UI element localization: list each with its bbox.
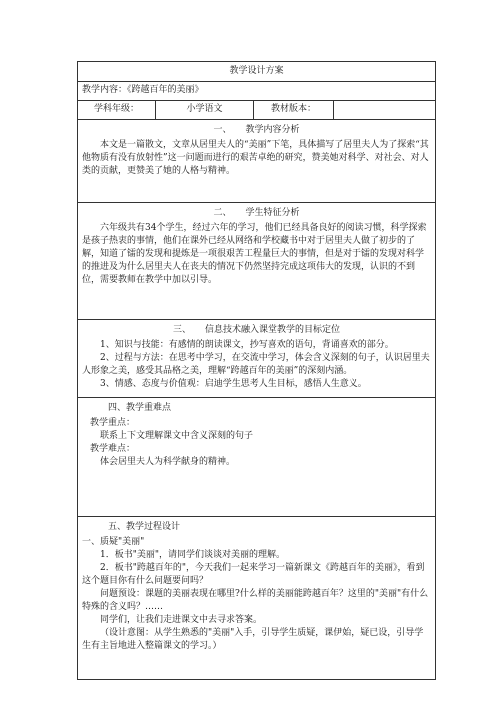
section-heading: 五、教学过程设计 <box>108 522 181 532</box>
process-paragraph: 1．板书"美丽"，请同学们谈谈对美丽的理解。 <box>100 550 286 560</box>
objective-item: 1、知识与技能：有感情的朗读课文，抄写喜欢的语句，背诵喜欢的部分。 <box>100 340 394 350</box>
section-heading: 四、教学重难点 <box>108 403 172 413</box>
edition-value <box>334 101 436 120</box>
process-paragraph: 2．板书"跨越百年的"，今天我们一起来学习一篇新课文《跨越百年的美丽》，看到这个题目你有什么问题要问吗？ <box>82 563 425 586</box>
process-paragraph: 同学们，让我们走进课文中去寻求答案。 <box>100 615 263 625</box>
content-value: 《跨越百年的美丽》 <box>127 85 204 95</box>
subject-value: 小学语文 <box>156 101 254 120</box>
section-student-analysis <box>78 203 436 320</box>
process-subheading: 一、质疑"美丽" <box>82 537 145 547</box>
lesson-plan-table <box>77 61 436 680</box>
section-body: 本文是一篇散文，文章从居里夫人的“美丽”下笔，具体描写了居里夫人为了探索“其他物质有没有放射性”这一问题而进行的艰苦卓绝的研究，赞美她对科学、对社会、对人类的贡献，更赞美了她的人格与精神。 <box>82 140 429 176</box>
difficulty-label: 教学难点： <box>90 444 136 454</box>
subject-label: 学科年级： <box>78 101 156 120</box>
section-process <box>78 517 436 680</box>
section-heading: 二、 学生特征分析 <box>213 208 300 218</box>
section-objectives <box>78 320 436 398</box>
difficulty-text: 体会居里夫人为科学献身的精神。 <box>100 457 236 467</box>
key-point-text: 联系上下文理解课文中含义深刻的句子 <box>100 431 254 441</box>
document-title: 教学设计方案 <box>78 62 436 82</box>
edition-label: 教材版本： <box>254 101 334 120</box>
key-point-label: 教学重点： <box>90 418 136 428</box>
section-body: 六年级共有34个学生，经过六年的学习，他们已经具备良好的阅读习惯，科学探索是孩子热衷的事情，他们在课外已经从网络和学校藏书中对于居里夫人做了初步的了解，知道了镭的发现和提炼是一项很艰苦工程量巨大的事情，但是对于镭的发现对科学的推进及为什么居里夫人在丧夫的情况下仍然坚持完成这项伟大的发现，认识的不到位，需要教师在教学中加以引导。 <box>82 223 427 285</box>
objective-item: 3、情感、态度与价值观：启迪学生思考人生目标，感悟人生意义。 <box>100 379 367 389</box>
content-row <box>78 82 436 101</box>
objective-item: 2、过程与方法：在思考中学习，在交流中学习，体会含义深刻的句子，认识居里夫人形象之美，感受其品格之美，理解“跨越百年的美丽”的深刻内涵。 <box>82 353 430 376</box>
process-paragraph: （设计意图：从学生熟悉的"美丽"入手，引导学生质疑，课伊始，疑已设，引导学生有主旨地进入整篇课文的学习。） <box>82 628 424 651</box>
section-key-points <box>78 398 436 517</box>
section-heading: 一、 教学内容分析 <box>213 125 300 135</box>
process-paragraph: 问题预设：课题的美丽表现在哪里?什么样的美丽能跨越百年？这里的"美丽"有什么特殊的含义吗？…… <box>82 589 429 612</box>
lesson-plan-document <box>77 61 435 680</box>
content-label: 教学内容： <box>82 85 128 95</box>
section-heading: 三、 信息技术融入课堂教学的目标定位 <box>172 325 341 335</box>
section-content-analysis <box>78 120 436 203</box>
